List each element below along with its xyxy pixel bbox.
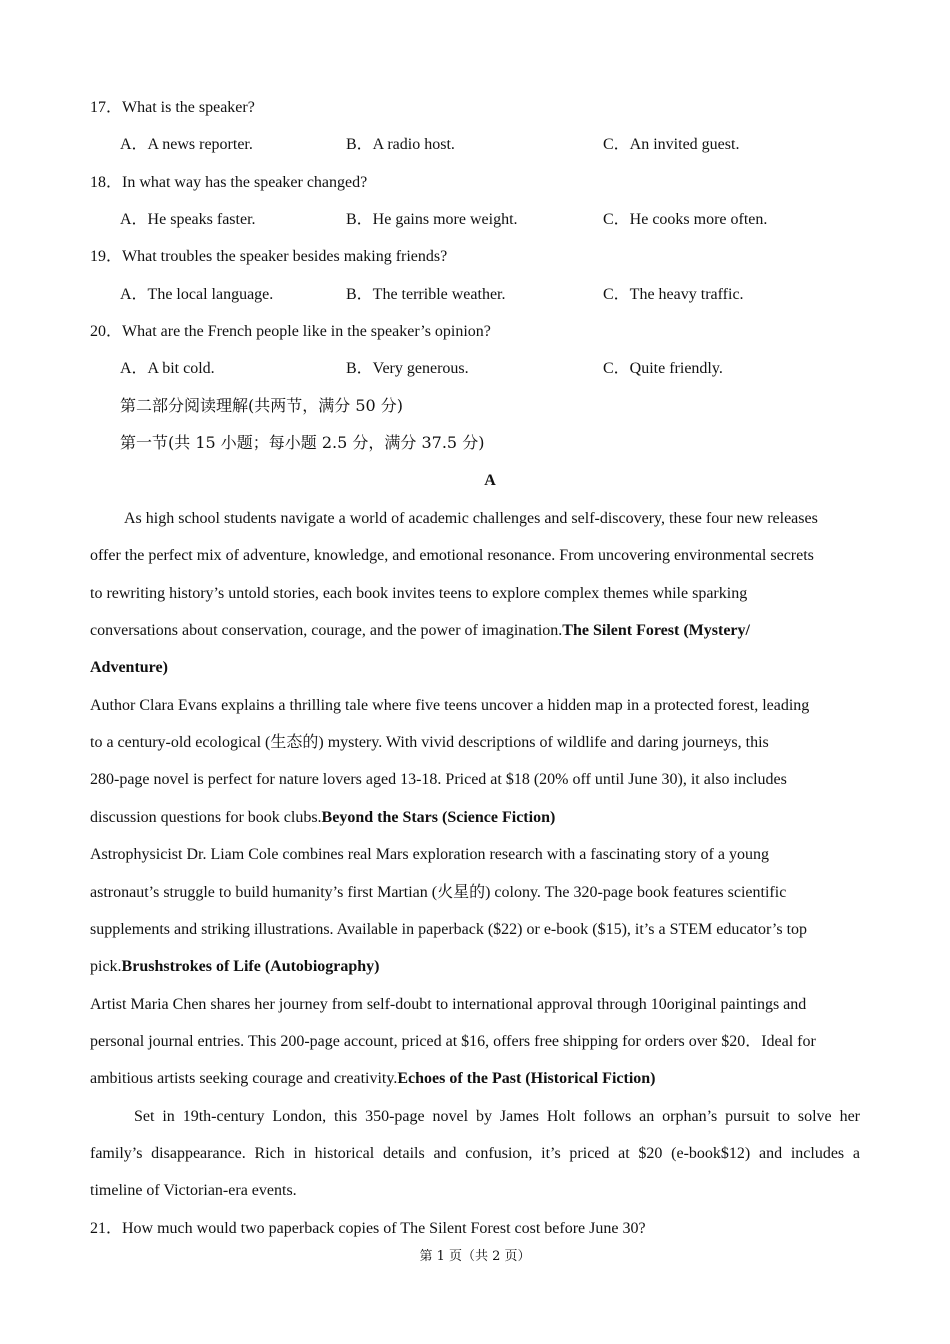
intro-line-2: offer the perfect mix of adventure, knowledge, and emotional resonance. From uncovering environmental secrets xyxy=(90,547,814,564)
question-19-stem: 19．What troubles the speaker besides making friends? xyxy=(90,248,448,265)
book-2-line-3: supplements and striking illustrations. Available in paperback ($22) or e-book ($15), it’s a STEM educator’s top xyxy=(90,921,808,938)
book-1-title-line xyxy=(90,658,860,678)
book-1-line-3: 280-page novel is perfect for nature lovers aged 13-18. Priced at $18 (20% off until June 30), it also includes xyxy=(90,771,787,788)
question-17-option-a: A．A news reporter. xyxy=(120,136,253,153)
passage-letter: A xyxy=(484,472,496,489)
question-20-option-b: B．Very generous. xyxy=(346,360,469,377)
question-20-option-a: A．A bit cold. xyxy=(120,360,215,377)
section-heading: 第二部分阅读理解(共两节，满分 50 分) xyxy=(120,396,404,415)
book-2-line-4-text: pick. xyxy=(90,958,122,975)
question-17-option-b: B．A radio host. xyxy=(346,136,455,153)
question-18-option-a: A．He speaks faster. xyxy=(120,211,256,228)
book-4-title: Echoes of the Past (Historical Fiction) xyxy=(397,1070,656,1087)
book-4-line-1: Set in 19th-century London, this 350-page novel by James Holt follows an orphan’s pursuit to solve her xyxy=(134,1108,860,1125)
question-21-stem: 21．How much would two paperback copies of The Silent Forest cost before June 30? xyxy=(90,1220,646,1237)
question-17-stem: 17．What is the speaker? xyxy=(90,99,255,116)
book-4-line-3: timeline of Victorian-era events. xyxy=(90,1182,297,1199)
book-1-line-4 xyxy=(90,808,860,828)
question-19-option-b: B．The terrible weather. xyxy=(346,286,506,303)
book-3-line-2: personal journal entries. This 200-page account, priced at $16, offers free shipping for orders over $20．Ideal for xyxy=(90,1033,816,1050)
book-2-title: Beyond the Stars (Science Fiction) xyxy=(321,809,556,826)
book-1-title-part-2: Adventure) xyxy=(90,659,168,676)
subsection-heading: 第一节(共 15 小题；每小题 2.5 分，满分 37.5 分) xyxy=(120,433,485,452)
question-20-option-c: C．Quite friendly. xyxy=(603,360,723,377)
book-1-line-4-text: discussion questions for book clubs. xyxy=(90,809,322,826)
intro-line-4-text: conversations about conservation, courage, and the power of imagination. xyxy=(90,622,563,639)
page-footer: 第 1 页（共 2 页） xyxy=(419,1249,531,1264)
intro-line-4 xyxy=(90,621,860,641)
question-18-option-b: B．He gains more weight. xyxy=(346,211,518,228)
question-20-stem: 20．What are the French people like in the speaker’s opinion? xyxy=(90,323,491,340)
book-3-title: Brushstrokes of Life (Autobiography) xyxy=(121,958,380,975)
question-19-option-a: A．The local language. xyxy=(120,286,274,303)
book-1-title-part-1: The Silent Forest (Mystery/ xyxy=(562,622,750,639)
book-2-line-2: astronaut’s struggle to build humanity’s first Martian (火星的) colony. The 320-page book features scientific xyxy=(90,884,787,901)
question-18-option-c: C．He cooks more often. xyxy=(603,211,768,228)
intro-line-3: to rewriting history’s untold stories, each book invites teens to explore complex themes while sparking xyxy=(90,585,748,602)
question-19-option-c: C．The heavy traffic. xyxy=(603,286,744,303)
book-3-line-3 xyxy=(90,1069,860,1089)
book-2-line-4 xyxy=(90,957,860,977)
intro-line-1: As high school students navigate a world of academic challenges and self-discovery, these four new releases xyxy=(124,510,818,527)
book-4-line-2: family’s disappearance. Rich in historical details and confusion, it’s priced at $20 (e-book$12) and includes a xyxy=(90,1145,860,1162)
book-3-line-3-text: ambitious artists seeking courage and creativity. xyxy=(90,1070,398,1087)
question-18-stem: 18．In what way has the speaker changed? xyxy=(90,174,368,191)
book-1-line-2: to a century-old ecological (生态的) mystery. With vivid descriptions of wildlife and daring journeys, this xyxy=(90,734,769,751)
book-3-line-1: Artist Maria Chen shares her journey from self-doubt to international approval through 10original paintings and xyxy=(90,996,807,1013)
question-17-option-c: C．An invited guest. xyxy=(603,136,740,153)
book-1-line-1: Author Clara Evans explains a thrilling tale where five teens uncover a hidden map in a protected forest, leading xyxy=(90,697,810,714)
book-2-line-1: Astrophysicist Dr. Liam Cole combines real Mars exploration research with a fascinating story of a young xyxy=(90,846,769,863)
